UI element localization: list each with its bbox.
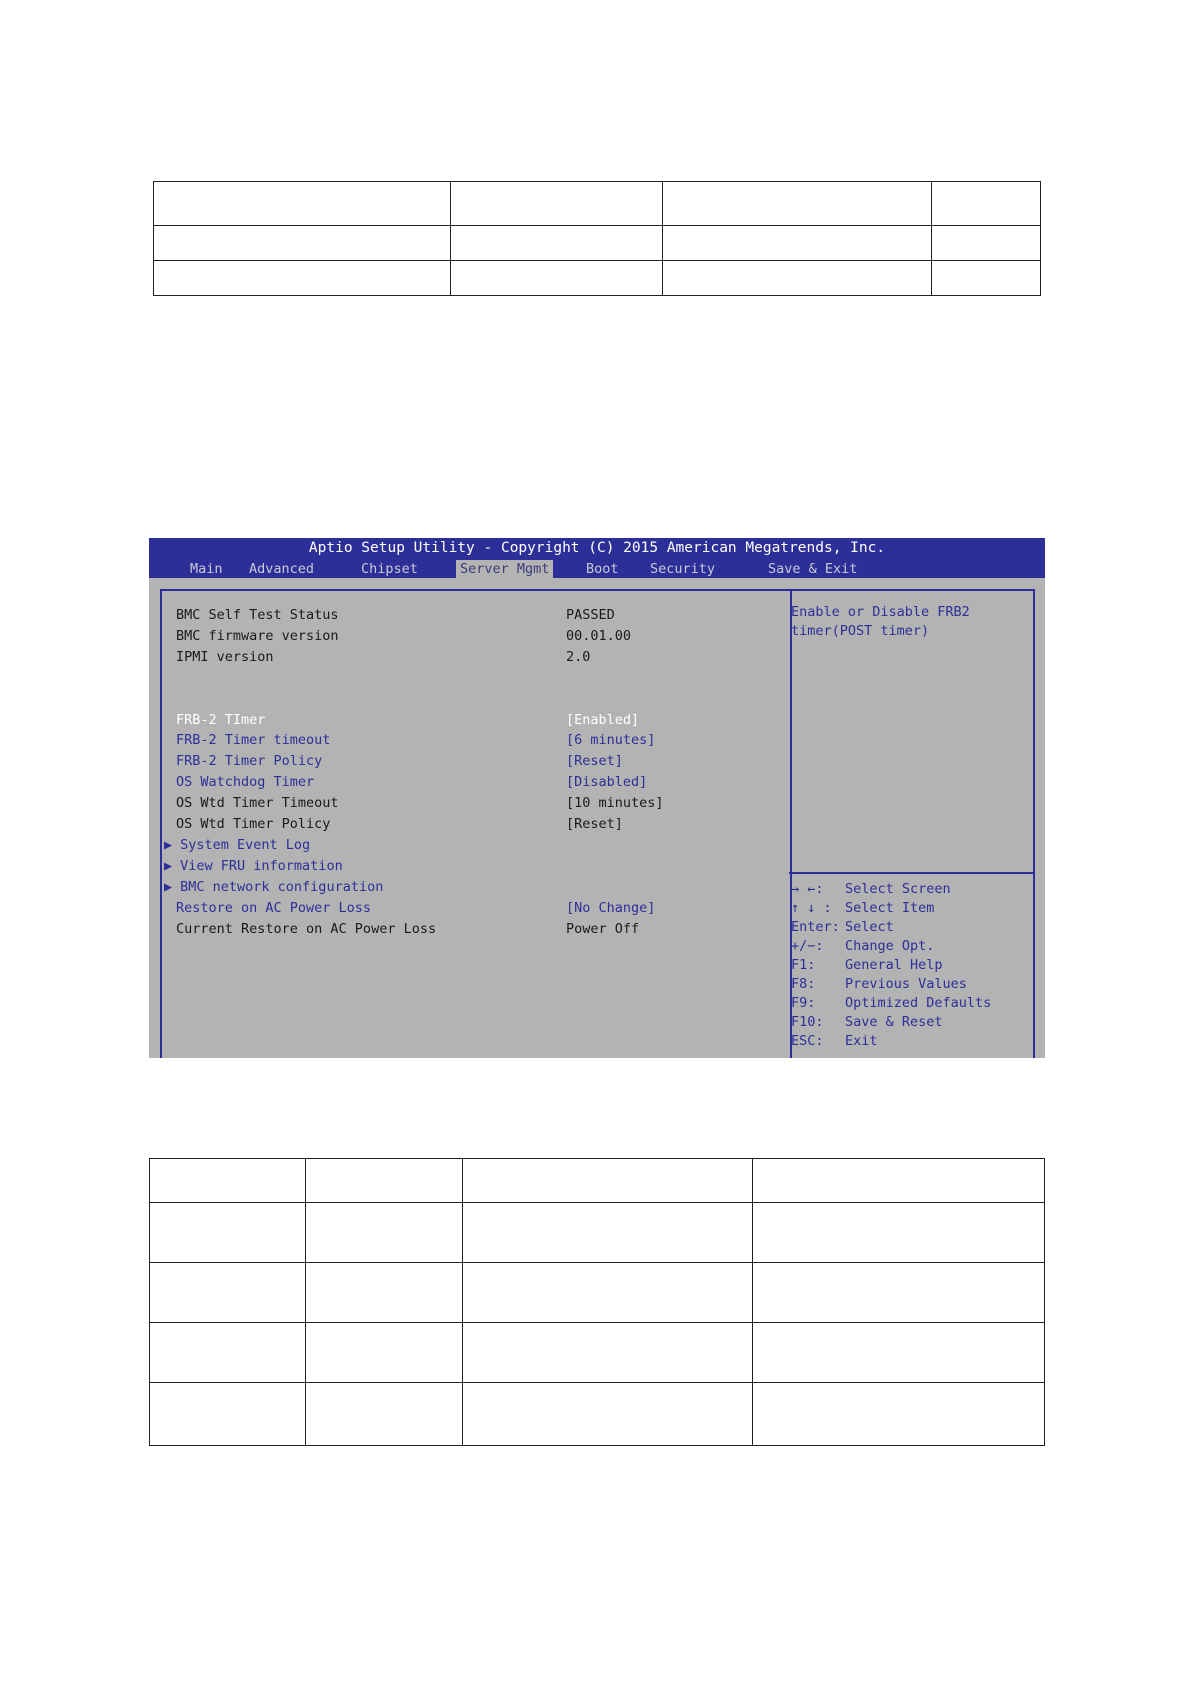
bios-header xyxy=(149,538,1045,578)
row-value[interactable]: [Enabled] xyxy=(566,712,640,728)
table-cell xyxy=(150,1383,306,1446)
row-label: FRB-2 Timer timeout xyxy=(176,732,331,748)
table-cell xyxy=(150,1323,306,1383)
key-label: Enter: xyxy=(791,919,840,935)
bios-main-panel xyxy=(160,589,792,1058)
table-cell xyxy=(154,182,451,226)
table-cell xyxy=(305,1263,462,1323)
key-desc: Previous Values xyxy=(845,976,967,992)
row-value: 00.01.00 xyxy=(566,628,632,644)
row-value: PASSED xyxy=(566,607,615,623)
tab-chipset[interactable]: Chipset xyxy=(361,561,418,577)
table-cell xyxy=(932,261,1041,296)
submenu-arrow-icon: ▶ xyxy=(164,879,173,895)
tab-boot[interactable]: Boot xyxy=(586,561,619,577)
row-value: Power Off xyxy=(566,921,640,937)
table-cell xyxy=(753,1159,1045,1203)
key-desc: Select xyxy=(845,919,894,935)
tab-advanced[interactable]: Advanced xyxy=(249,561,315,577)
key-label: F1: xyxy=(791,957,816,973)
table-cell xyxy=(462,1323,753,1383)
document-table-top xyxy=(153,181,1041,296)
key-desc: Select Item xyxy=(845,900,935,916)
document-table-bottom xyxy=(149,1158,1045,1446)
row-label: BMC firmware version xyxy=(176,628,339,644)
key-desc: Select Screen xyxy=(845,881,951,897)
key-desc: Save & Reset xyxy=(845,1014,943,1030)
row-value: [Reset] xyxy=(566,816,623,832)
row-label: FRB-2 TImer xyxy=(176,712,266,728)
table-cell xyxy=(462,1159,753,1203)
key-label: F10: xyxy=(791,1014,824,1030)
submenu-label: BMC network configuration xyxy=(180,879,384,895)
key-desc: Exit xyxy=(845,1033,878,1049)
row-value: [10 minutes] xyxy=(566,795,664,811)
tab-security[interactable]: Security xyxy=(650,561,716,577)
row-value[interactable]: [6 minutes] xyxy=(566,732,656,748)
row-value: 2.0 xyxy=(566,649,591,665)
key-label: ↑ ↓ : xyxy=(791,900,832,916)
table-cell xyxy=(305,1203,462,1263)
row-value[interactable]: [Reset] xyxy=(566,753,623,769)
table-cell xyxy=(663,182,932,226)
table-cell xyxy=(450,226,663,261)
table-cell xyxy=(663,261,932,296)
tab-main[interactable]: Main xyxy=(190,561,223,577)
table-cell xyxy=(450,182,663,226)
table-cell xyxy=(150,1159,306,1203)
bios-setup-screen xyxy=(149,538,1045,1058)
submenu-label: View FRU information xyxy=(180,858,343,874)
table-cell xyxy=(305,1159,462,1203)
table-cell xyxy=(753,1383,1045,1446)
row-value[interactable]: [Disabled] xyxy=(566,774,648,790)
submenu-label: System Event Log xyxy=(180,837,311,853)
key-label: → ←: xyxy=(791,881,824,897)
key-label: +/−: xyxy=(791,938,824,954)
help-divider xyxy=(789,872,1033,874)
row-label: IPMI version xyxy=(176,649,274,665)
tab-save-exit[interactable]: Save & Exit xyxy=(768,561,858,577)
tab-server-mgmt[interactable]: Server Mgmt xyxy=(456,560,553,578)
key-label: F9: xyxy=(791,995,816,1011)
table-cell xyxy=(462,1383,753,1446)
table-cell xyxy=(305,1323,462,1383)
submenu-arrow-icon: ▶ xyxy=(164,858,173,874)
bios-title: Aptio Setup Utility - Copyright (C) 2015 American Megatrends, Inc. xyxy=(308,540,886,556)
row-value[interactable]: [No Change] xyxy=(566,900,656,916)
table-cell xyxy=(462,1263,753,1323)
table-cell xyxy=(932,226,1041,261)
key-label: F8: xyxy=(791,976,816,992)
key-desc: Change Opt. xyxy=(845,938,935,954)
table-cell xyxy=(932,182,1041,226)
key-desc: Optimized Defaults xyxy=(845,995,992,1011)
table-cell xyxy=(150,1203,306,1263)
table-cell xyxy=(753,1203,1045,1263)
bios-help-panel xyxy=(789,589,1035,1058)
table-cell xyxy=(154,261,451,296)
key-desc: General Help xyxy=(845,957,943,973)
row-label: OS Watchdog Timer xyxy=(176,774,315,790)
table-cell xyxy=(753,1323,1045,1383)
bios-tab-bar xyxy=(149,560,1045,578)
row-label: BMC Self Test Status xyxy=(176,607,339,623)
table-cell xyxy=(305,1383,462,1446)
table-cell xyxy=(753,1263,1045,1323)
row-label: Restore on AC Power Loss xyxy=(176,900,372,916)
table-cell xyxy=(450,261,663,296)
row-label: Current Restore on AC Power Loss xyxy=(176,921,437,937)
help-text: Enable or Disable FRB2 timer(POST timer) xyxy=(791,604,970,639)
table-cell xyxy=(154,226,451,261)
key-label: ESC: xyxy=(791,1033,824,1049)
table-cell xyxy=(150,1263,306,1323)
row-label: FRB-2 Timer Policy xyxy=(176,753,323,769)
table-cell xyxy=(663,226,932,261)
table-cell xyxy=(462,1203,753,1263)
row-label: OS Wtd Timer Policy xyxy=(176,816,331,832)
submenu-arrow-icon: ▶ xyxy=(164,837,173,853)
row-label: OS Wtd Timer Timeout xyxy=(176,795,339,811)
